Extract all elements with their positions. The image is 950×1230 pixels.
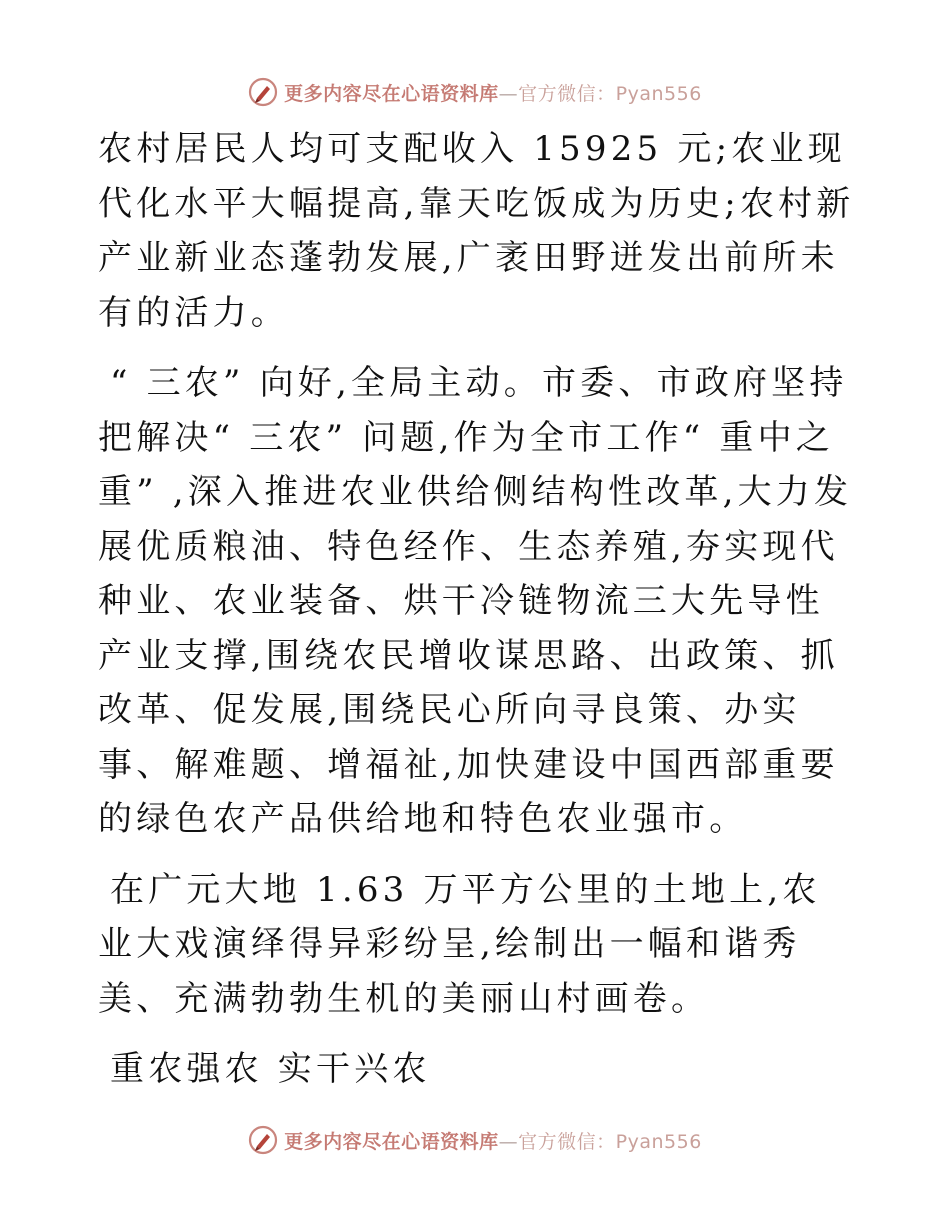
- section-heading: 重农强农 实干兴农: [110, 1049, 431, 1089]
- paragraph: 农村居民人均可支配收入 15925 元;农业现代化水平大幅提高,靠天吃饭成为历史;农村新产业新业态蓬勃发展,广袤田野迸发出前所未有的活力。: [98, 129, 855, 333]
- watermark-text: [284, 1127, 702, 1154]
- watermark-brand: 更多内容尽在心语资料库: [284, 82, 499, 105]
- watermark-dash: —: [498, 1130, 519, 1153]
- pen-logo-icon: [248, 77, 278, 107]
- paragraph: “ 三农” 向好,全局主动。市委、市政府坚持把解决“ 三农” 问题,作为全市工作“ 重中之重” ,深入推进农业供给侧结构性改革,大力发展优质粮油、特色经作、生态养殖,夯实现代种业、农业装备、烘干冷链物流三大先导性产业支撑,围绕农民增收谋思路、出政策、抓改革、促发展,围绕民心所向寻良策、办实事、解难题、增福祉,加快建设中国西部重要的绿色农产品供给地和特色农业强市。: [98, 363, 853, 839]
- watermark-contact: 官方微信：Pyan556: [518, 82, 702, 105]
- watermark-header: [0, 72, 950, 112]
- document-body: [98, 122, 858, 1097]
- paragraph: 在广元大地 1.63 万平方公里的土地上,农业大戏演绎得异彩纷呈,绘制出一幅和谐秀美、充满勃勃生机的美丽山村画卷。: [98, 869, 821, 1019]
- watermark-footer: [0, 1120, 950, 1160]
- watermark-text: [284, 79, 702, 106]
- watermark-brand: 更多内容尽在心语资料库: [284, 1130, 499, 1153]
- pen-logo-icon: [248, 1125, 278, 1155]
- watermark-contact: 官方微信：Pyan556: [518, 1130, 702, 1153]
- watermark-dash: —: [498, 82, 519, 105]
